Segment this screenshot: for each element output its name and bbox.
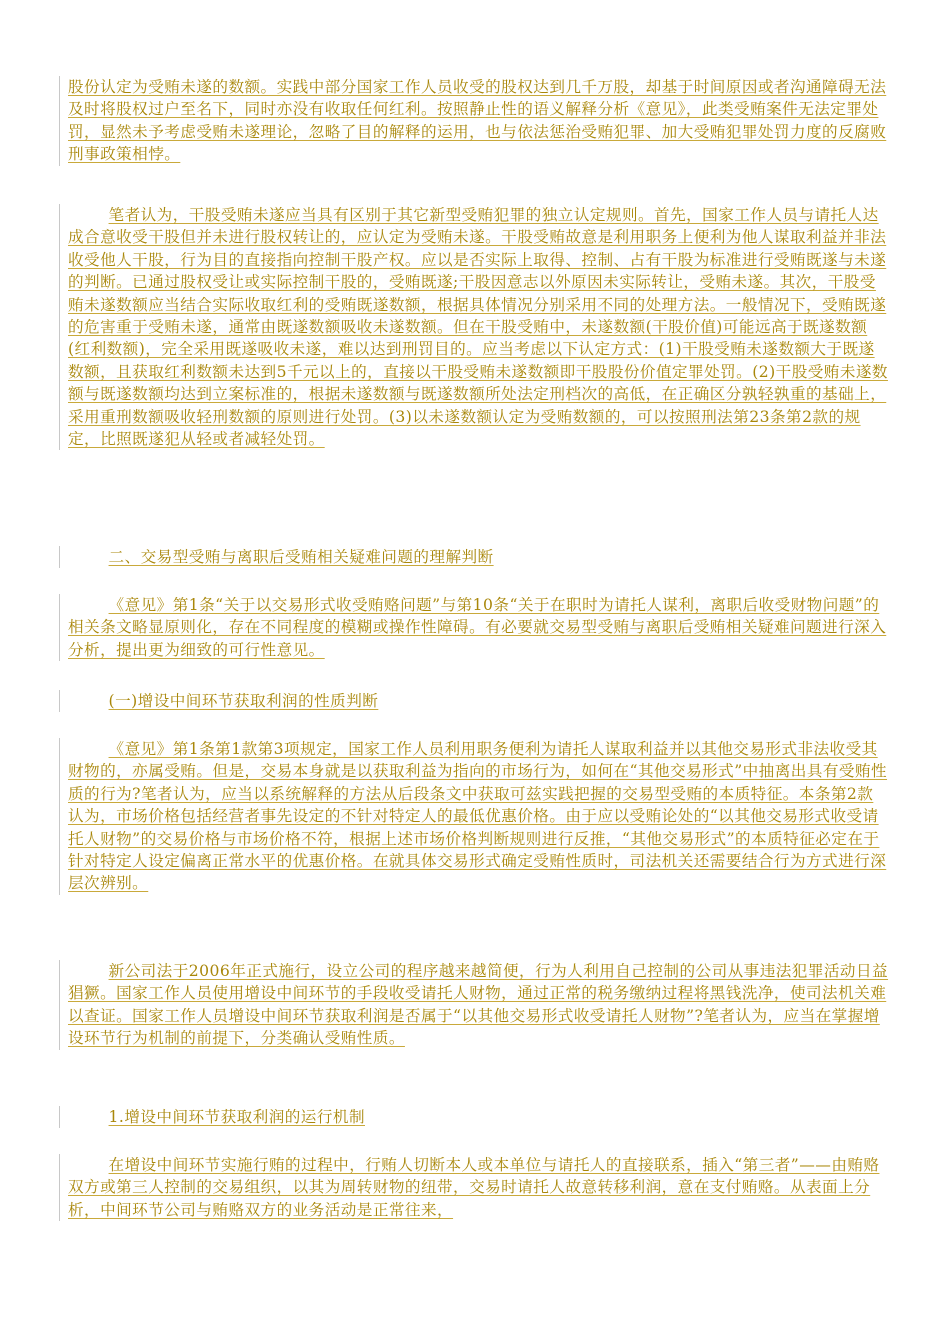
subsection-heading-text: (一)增设中间环节获取利润的性质判断: [108, 692, 379, 710]
sub-subsection-heading-text: 1.增设中间环节获取利润的运行机制: [108, 1108, 365, 1126]
paragraph-3: [59, 594, 889, 661]
paragraph-4: [59, 738, 889, 895]
paragraph-text: 《意见》第1条第1款第3项规定，国家工作人员利用职务便利为请托人谋取利益并以其他交易形式非法收受其财物的，亦属受贿。但是，交易本身就是以获取利益为指向的市场行为，如何在“其他交易形式”中抽离出具有受贿性质的行为?笔者认为，应当以系统解释的方法从后段条文中获取可兹实践把握的交易型受贿的本质特征。本条第2款认为，市场价格包括经营者事先设定的不针对特定人的最低优惠价格。由于应以受贿论处的“以其他交易形式收受请托人财物”的交易价格与市场价格不符，根据上述市场价格判断规则进行反推，“其他交易形式”的本质特征必定在于针对特定人设定偏离正常水平的优惠价格。在就具体交易形式确定受贿性质时，司法机关还需要结合行为方式进行深层次辨别。: [68, 740, 888, 893]
paragraph-6: [59, 1154, 889, 1221]
subsection-heading: [59, 690, 889, 712]
paragraph-1: [59, 76, 889, 166]
paragraph-5: [59, 960, 889, 1050]
paragraph-text: 新公司法于2006年正式施行，设立公司的程序越来越简便，行为人利用自己控制的公司从事违法犯罪活动日益猖獗。国家工作人员使用增设中间环节的手段收受请托人财物，通过正常的税务缴纳过程将黑钱洗净，使司法机关难以查证。国家工作人员增设中间环节获取利润是否属于“以其他交易形式收受请托人财物”?笔者认为，应当在掌握增设环节行为机制的前提下，分类确认受贿性质。: [68, 962, 889, 1048]
paragraph-text: 在增设中间环节实施行贿的过程中，行贿人切断本人或本单位与请托人的直接联系，插入“第三者”——由贿赂双方或第三人控制的交易组织，以其为周转财物的纽带，交易时请托人故意转移利润，意在支付贿赂。从表面上分析，中间环节公司与贿赂双方的业务活动是正常往来，: [68, 1156, 880, 1219]
paragraph-text: 《意见》第1条“关于以交易形式收受贿赂问题”与第10条“关于在职时为请托人谋利，离职后收受财物问题”的相关条文略显原则化，存在不同程度的模糊或操作性障碍。有必要就交易型受贿与离职后受贿相关疑难问题进行深入分析，提出更为细致的可行性意见。: [68, 596, 887, 659]
paragraph-text: 股份认定为受贿未遂的数额。实践中部分国家工作人员收受的股权达到几千万股，却基于时间原因或者沟通障碍无法及时将股权过户至名下，同时亦没有收取任何红利。按照静止性的语义解释分析《意见》，此类受贿案件无法定罪处罚，显然未予考虑受贿未遂理论，忽略了目的解释的运用，也与依法惩治受贿犯罪、加大受贿犯罪处罚力度的反腐败刑事政策相悖。: [68, 78, 887, 164]
section-heading: [59, 546, 889, 568]
sub-subsection-heading: [59, 1106, 889, 1128]
paragraph-text: 笔者认为，干股受贿未遂应当具有区别于其它新型受贿犯罪的独立认定规则。首先，国家工作人员与请托人达成合意收受干股但并未进行股权转让的，应认定为受贿未遂。干股受贿故意是利用职务上便利为他人谋取利益并非法收受他人干股，行为目的直接指向控制干股产权。应以是否实际上取得、控制、占有干股为标准进行受贿既遂与未遂的判断。已通过股权受让或实际控制干股的，受贿既遂;干股因意志以外原因未实际转让，受贿未遂。其次，干股受贿未遂数额应当结合实际收取红利的受贿既遂数额，根据具体情况分别采用不同的处理方法。一般情况下，受贿既遂的危害重于受贿未遂，通常由既遂数额吸收未遂数额。但在干股受贿中，未遂数额(干股价值)可能远高于既遂数额(红利数额)，完全采用既遂吸收未遂，难以达到刑罚目的。应当考虑以下认定方式：(1)干股受贿未遂数额大于既遂数额，且获取红利数额未达到5千元以上的，直接以干股受贿未遂数额即干股股份价值定罪处罚。(2)干股受贿未遂数额与既遂数额均达到立案标准的，根据未遂数额与既遂数额所处法定刑档次的高低，在正确区分孰轻孰重的基础上，采用重刑数额吸收轻刑数额的原则进行处罚。(3)以未遂数额认定为受贿数额的，可以按照刑法第23条第2款的规定，比照既遂犯从轻或者减轻处罚。: [68, 206, 888, 449]
paragraph-2: [59, 204, 889, 450]
section-heading-text: 二、交易型受贿与离职后受贿相关疑难问题的理解判断: [108, 548, 494, 566]
